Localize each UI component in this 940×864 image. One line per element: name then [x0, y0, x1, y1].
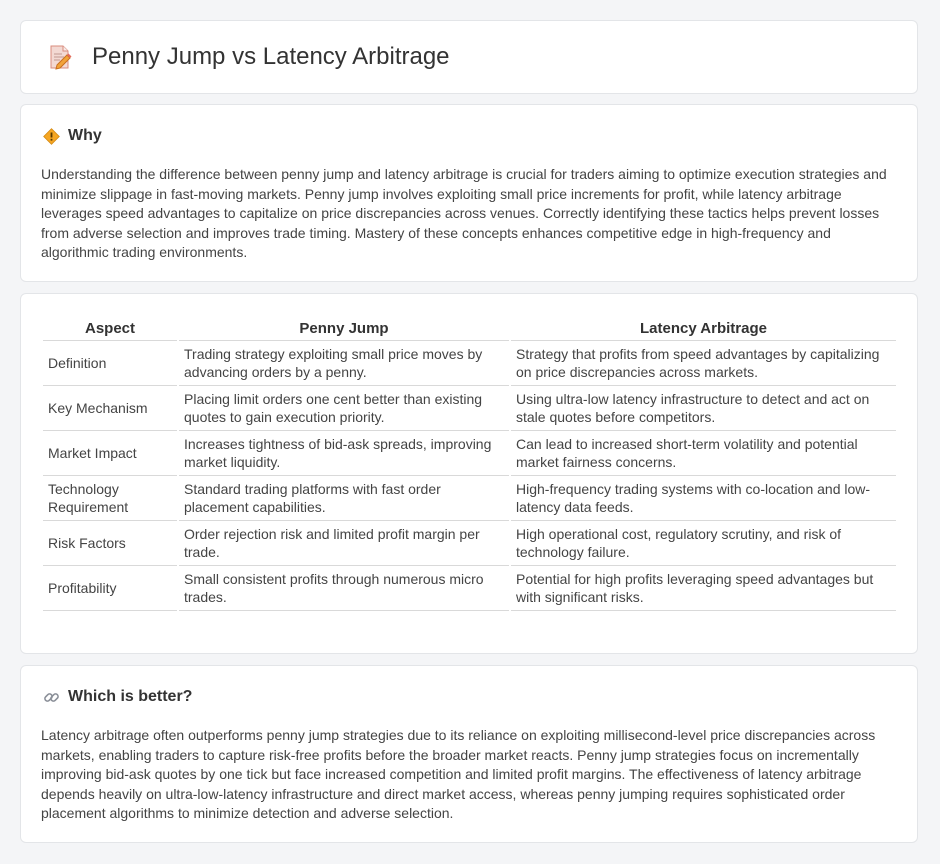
row-latency-arbitrage: Potential for high profits leveraging speed advantages but with significant risks. — [511, 566, 896, 611]
table-header-row — [43, 314, 896, 341]
better-heading — [43, 688, 192, 706]
why-text: Understanding the difference between penny jump and latency arbitrage is crucial for traders aiming to optimize execution strategies and minimize slippage in fast-moving markets. Penny jump involves exploiting small price increments for profit, while latency arbitrage leverages speed advantages to capitalize on price discrepancies across venues. Correctly identifying these tactics helps prevent losses from adverse selection and improves trade timing. Mastery of these concepts enhances competitive edge in high-frequency and algorithmic trading environments. — [41, 166, 887, 261]
row-aspect: Risk Factors — [43, 521, 177, 566]
table-row — [43, 521, 896, 566]
table-row — [43, 476, 896, 521]
row-latency-arbitrage: Can lead to increased short-term volatility and potential market fairness concerns. — [511, 431, 896, 476]
header-latency-arbitrage: Latency Arbitrage — [511, 314, 896, 341]
diamond-warning-icon — [43, 128, 60, 145]
row-aspect: Key Mechanism — [43, 386, 177, 431]
header-penny-jump: Penny Jump — [179, 314, 509, 341]
row-latency-arbitrage: Using ultra-low latency infrastructure to detect and act on stale quotes before competitors. — [511, 386, 896, 431]
document-pencil-icon — [45, 43, 73, 71]
row-aspect: Market Impact — [43, 431, 177, 476]
row-aspect: Definition — [43, 341, 177, 386]
table-row — [43, 386, 896, 431]
row-latency-arbitrage: High operational cost, regulatory scrutiny, and risk of technology failure. — [511, 521, 896, 566]
row-penny-jump: Small consistent profits through numerous micro trades. — [179, 566, 509, 611]
table-row — [43, 566, 896, 611]
comparison-section — [20, 293, 918, 654]
title-row — [45, 43, 450, 71]
title-card — [20, 20, 918, 94]
row-penny-jump: Increases tightness of bid-ask spreads, improving market liquidity. — [179, 431, 509, 476]
why-section — [20, 104, 918, 282]
row-aspect: Technology Requirement — [43, 476, 177, 521]
row-penny-jump: Standard trading platforms with fast order placement capabilities. — [179, 476, 509, 521]
table-row — [43, 431, 896, 476]
better-title: Which is better? — [68, 688, 193, 705]
row-latency-arbitrage: Strategy that profits from speed advantages by capitalizing on price discrepancies across markets. — [511, 341, 896, 386]
link-icon — [43, 689, 60, 706]
header-aspect: Aspect — [43, 314, 177, 341]
page-title: Penny Jump vs Latency Arbitrage — [92, 43, 450, 70]
which-is-better-section — [20, 665, 918, 843]
row-penny-jump: Order rejection risk and limited profit margin per trade. — [179, 521, 509, 566]
why-title: Why — [68, 127, 102, 144]
better-text: Latency arbitrage often outperforms penny jump strategies due to its reliance on exploiting millisecond-level price discrepancies across markets, enabling traders to capture risk-free profits before the broader market reacts. Penny jump strategies focus on incrementally improving bid-ask quotes by one tick but face increased competition and limited profit margins. The effectiveness of latency arbitrage depends heavily on ultra-low-latency infrastructure and direct market access, whereas penny jumping requires sophisticated order placement algorithms to minimize detection and adverse selection. — [41, 727, 876, 822]
why-heading — [43, 127, 102, 145]
table-row — [43, 341, 896, 386]
comparison-table — [41, 314, 898, 611]
row-penny-jump: Placing limit orders one cent better than existing quotes to gain execution priority. — [179, 386, 509, 431]
row-penny-jump: Trading strategy exploiting small price moves by advancing orders by a penny. — [179, 341, 509, 386]
row-aspect: Profitability — [43, 566, 177, 611]
row-latency-arbitrage: High-frequency trading systems with co-location and low-latency data feeds. — [511, 476, 896, 521]
